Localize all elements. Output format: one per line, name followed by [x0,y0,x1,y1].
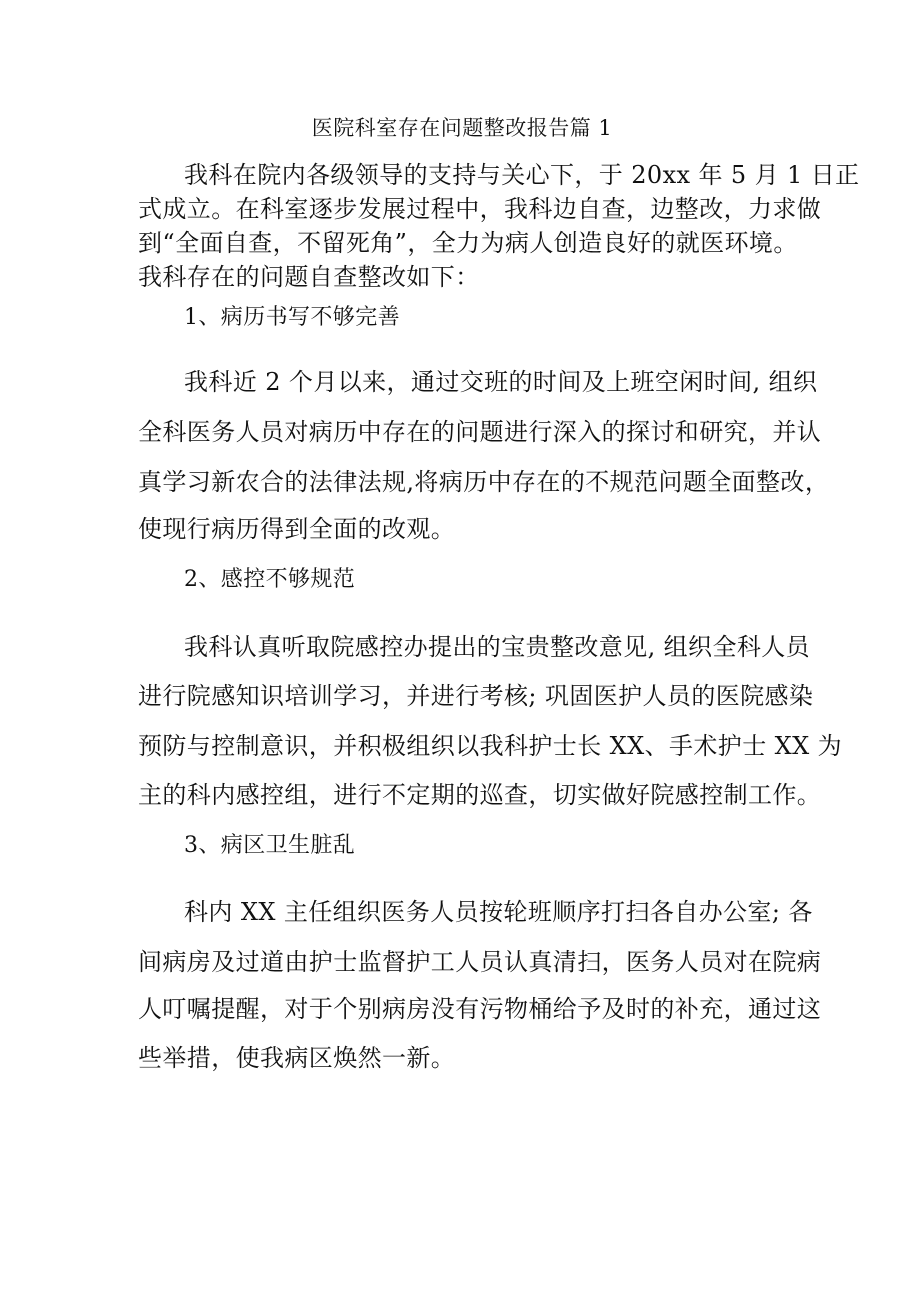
paragraph-line: 我科认真听取院感控办提出的宝贵整改意见, 组织全科人员 [184,633,811,661]
section-heading-2: 2、感控不够规范 [184,567,356,592]
intro-line: 到“全面自查，不留死角”，全力为病人创造良好的就医环境。 [138,229,798,257]
paragraph-line: 真学习新农合的法律法规,将病历中存在的不规范问题全面整改， [138,468,830,496]
paragraph-line: 些举措，使我病区焕然一新。 [138,1044,456,1072]
section-heading-3: 3、病区卫生脏乱 [184,833,356,858]
paragraph-line: 主的科内感控组，进行不定期的巡查，切实做好院感控制工作。 [138,781,822,809]
intro-line: 我科在院内各级领导的支持与关心下，于 20xx 年 5 月 1 日正 [184,161,860,189]
section-heading-1: 1、病历书写不够完善 [184,305,400,330]
document-title: 医院科室存在问题整改报告篇 1 [311,116,613,140]
paragraph-line: 人叮嘱提醒，对于个别病房没有污物桶给予及时的补充，通过这 [138,995,822,1023]
paragraph-line: 进行院感知识培训学习，并进行考核; 巩固医护人员的医院感染 [138,682,814,710]
intro-line: 我科存在的问题自查整改如下： [138,263,480,291]
paragraph-line: 科内 XX 主任组织医务人员按轮班顺序打扫各自办公室; 各 [184,898,813,926]
paragraph-line: 间病房及过道由护士监督护工人员认真清扫，医务人员对在院病 [138,948,822,976]
intro-line: 式成立。在科室逐步发展过程中，我科边自查，边整改，力求做 [138,195,822,223]
paragraph-line: 预防与控制意识，并积极组织以我科护士长 XX、手术护士 XX 为 [138,732,843,760]
paragraph-line: 使现行病历得到全面的改观。 [138,515,456,543]
paragraph-line: 我科近 2 个月以来，通过交班的时间及上班空闲时间, 组织 [184,368,818,396]
paragraph-line: 全科医务人员对病历中存在的问题进行深入的探讨和研究，并认 [138,418,822,446]
